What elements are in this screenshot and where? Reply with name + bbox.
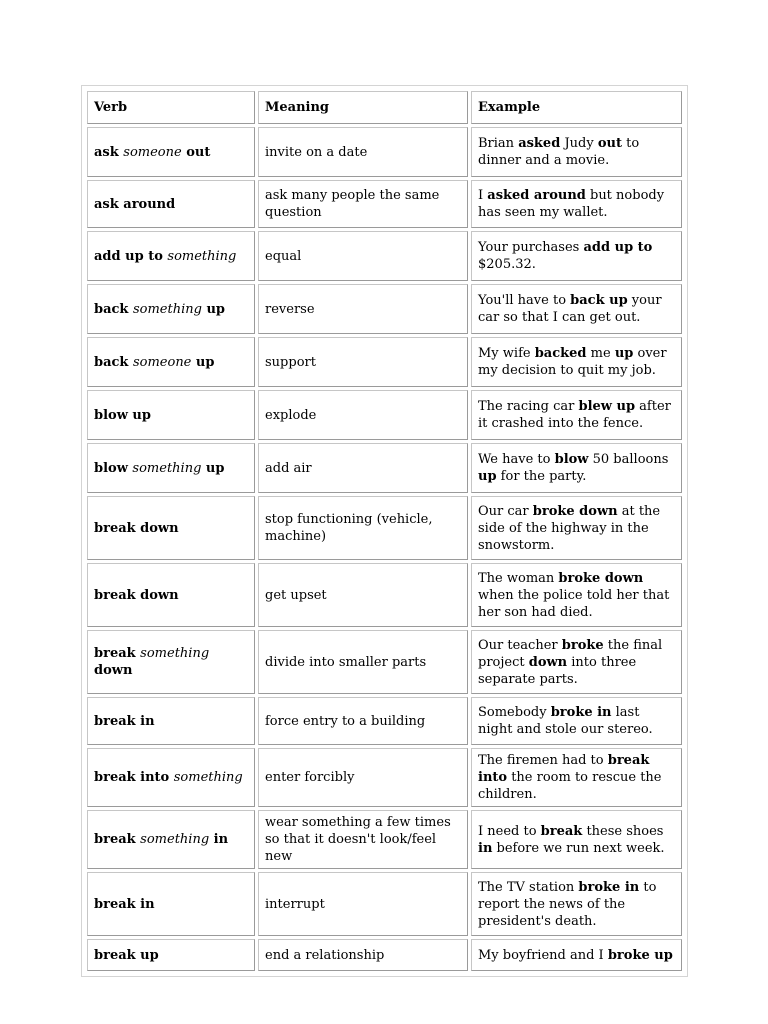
example-cell: I asked around but nobody has seen my wallet. xyxy=(471,180,682,228)
header-verb: Verb xyxy=(87,91,255,124)
table-row xyxy=(87,180,682,228)
table-row xyxy=(87,337,682,387)
verb-cell: break in xyxy=(87,697,255,745)
meaning-cell: interrupt xyxy=(258,872,468,936)
example-cell: My wife backed me up over my decision to quit my job. xyxy=(471,337,682,387)
meaning-cell: divide into smaller parts xyxy=(258,630,468,694)
meaning-cell: add air xyxy=(258,443,468,493)
example-cell: I need to break these shoes in before we run next week. xyxy=(471,810,682,869)
table-row xyxy=(87,939,682,971)
table-row xyxy=(87,127,682,177)
verb-cell: break down xyxy=(87,563,255,627)
phrasal-verbs-table xyxy=(84,88,685,974)
verb-cell: back something up xyxy=(87,284,255,334)
example-cell: You'll have to back up your car so that I can get out. xyxy=(471,284,682,334)
header-row xyxy=(87,91,682,124)
example-cell: Your purchases add up to $205.32. xyxy=(471,231,682,281)
meaning-cell: wear something a few times so that it doesn't look/feel new xyxy=(258,810,468,869)
verb-cell: break something down xyxy=(87,630,255,694)
table-row xyxy=(87,231,682,281)
header-example: Example xyxy=(471,91,682,124)
meaning-cell: force entry to a building xyxy=(258,697,468,745)
meaning-cell: ask many people the same question xyxy=(258,180,468,228)
verb-cell: ask someone out xyxy=(87,127,255,177)
table-row xyxy=(87,748,682,807)
verb-cell: back someone up xyxy=(87,337,255,387)
table-row xyxy=(87,872,682,936)
example-cell: The TV station broke in to report the news of the president's death. xyxy=(471,872,682,936)
example-cell: The woman broke down when the police told her that her son had died. xyxy=(471,563,682,627)
meaning-cell: enter forcibly xyxy=(258,748,468,807)
example-cell: Brian asked Judy out to dinner and a movie. xyxy=(471,127,682,177)
meaning-cell: explode xyxy=(258,390,468,440)
meaning-cell: support xyxy=(258,337,468,387)
example-cell: Somebody broke in last night and stole our stereo. xyxy=(471,697,682,745)
verb-cell: break up xyxy=(87,939,255,971)
verb-cell: blow something up xyxy=(87,443,255,493)
table-row xyxy=(87,443,682,493)
meaning-cell: stop functioning (vehicle, machine) xyxy=(258,496,468,560)
table-row xyxy=(87,697,682,745)
table-row xyxy=(87,810,682,869)
meaning-cell: reverse xyxy=(258,284,468,334)
verb-cell: break into something xyxy=(87,748,255,807)
table-row xyxy=(87,496,682,560)
table-row xyxy=(87,390,682,440)
verb-cell: ask around xyxy=(87,180,255,228)
verb-cell: break in xyxy=(87,872,255,936)
table-row xyxy=(87,563,682,627)
meaning-cell: invite on a date xyxy=(258,127,468,177)
phrasal-verbs-table-frame xyxy=(81,85,688,977)
verb-cell: break something in xyxy=(87,810,255,869)
example-cell: The firemen had to break into the room to rescue the children. xyxy=(471,748,682,807)
example-cell: We have to blow 50 balloons up for the party. xyxy=(471,443,682,493)
meaning-cell: end a relationship xyxy=(258,939,468,971)
verb-cell: blow up xyxy=(87,390,255,440)
meaning-cell: equal xyxy=(258,231,468,281)
table-row xyxy=(87,630,682,694)
verb-cell: break down xyxy=(87,496,255,560)
table-row xyxy=(87,284,682,334)
example-cell: The racing car blew up after it crashed into the fence. xyxy=(471,390,682,440)
example-cell: My boyfriend and I broke up xyxy=(471,939,682,971)
verb-cell: add up to something xyxy=(87,231,255,281)
example-cell: Our teacher broke the final project down into three separate parts. xyxy=(471,630,682,694)
header-meaning: Meaning xyxy=(258,91,468,124)
meaning-cell: get upset xyxy=(258,563,468,627)
example-cell: Our car broke down at the side of the highway in the snowstorm. xyxy=(471,496,682,560)
